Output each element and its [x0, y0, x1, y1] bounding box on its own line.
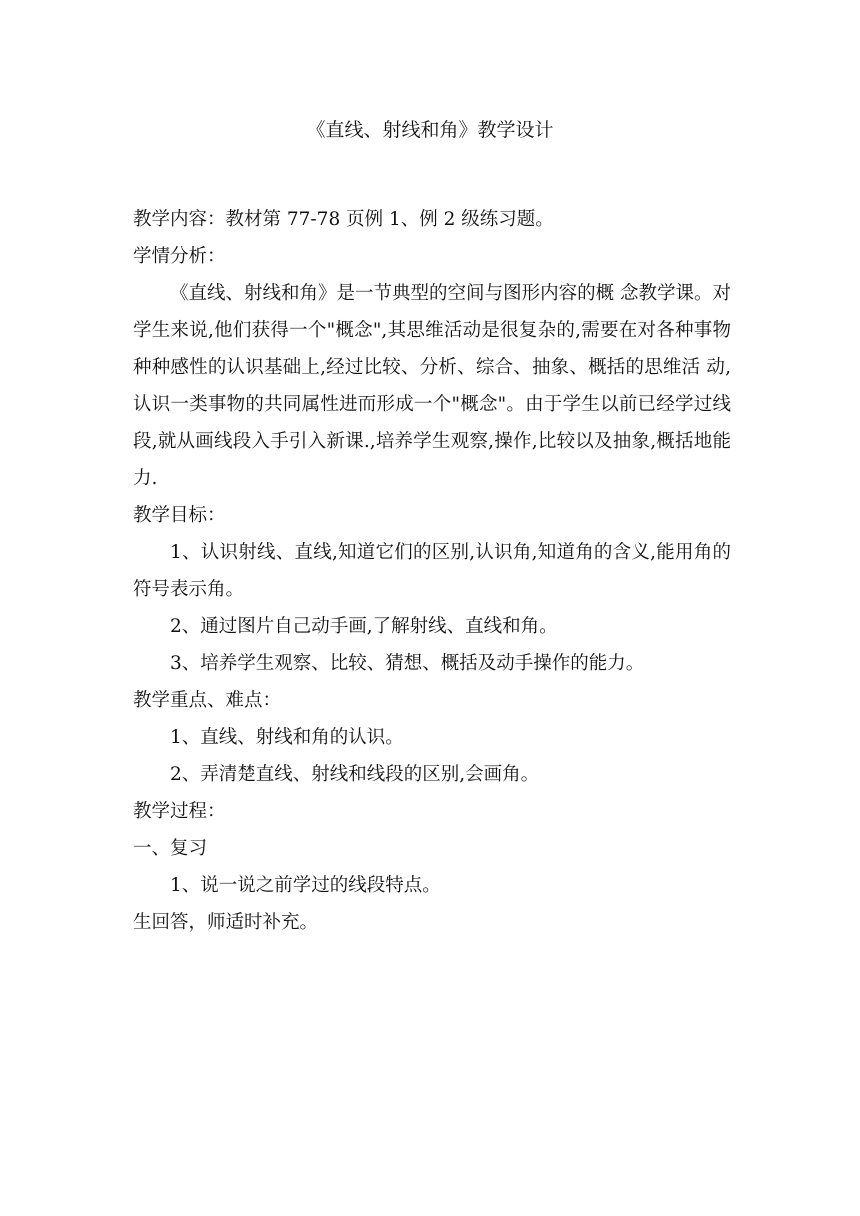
review-item: 1、说一说之前学过的线段特点。: [170, 875, 441, 896]
process-heading: 教学过程：: [133, 801, 226, 822]
document-title: 《直线、射线和角》教学设计: [306, 119, 554, 141]
document-body: [133, 201, 731, 941]
keypoints-heading: 教学重点、难点：: [133, 690, 282, 711]
objective-item: 3、培养学生观察、比较、猜想、概括及动手操作的能力。: [170, 653, 645, 674]
analysis-heading: 学情分析：: [133, 246, 226, 267]
section-one-heading: 一、复习: [133, 838, 208, 859]
objective-item: 1、认识射线、直线,知道它们的区别,认识角,知道角的含义,能用角的符号表示角。: [133, 542, 731, 600]
keypoint-item: 1、直线、射线和角的认识。: [170, 727, 404, 748]
objectives-heading: 教学目标：: [133, 505, 226, 526]
objective-item: 2、通过图片自己动手画,了解射线、直线和角。: [170, 616, 558, 637]
teaching-content-line: 教学内容：教材第 77-78 页例 1、例 2 级练习题。: [133, 209, 554, 230]
review-response: 生回答，师适时补充。: [133, 912, 319, 933]
keypoint-item: 2、弄清楚直线、射线和线段的区别,会画角。: [170, 764, 540, 785]
analysis-paragraph: 《直线、射线和角》是一节典型的空间与图形内容的概 念教学课。对学生来说,他们获得一个"概念",其思维活动是很复杂的,需要在对各种事物种种感性的认识基础上,经过比较、分析、综合、抽象、概括的思维活 动,认识一类事物的共同属性进而形成一个"概念"。由于学生以前已经学过线段,就从画线段入手引入新课.,培养学生观察,操作,比较以及抽象,概括地能力.: [133, 283, 731, 489]
